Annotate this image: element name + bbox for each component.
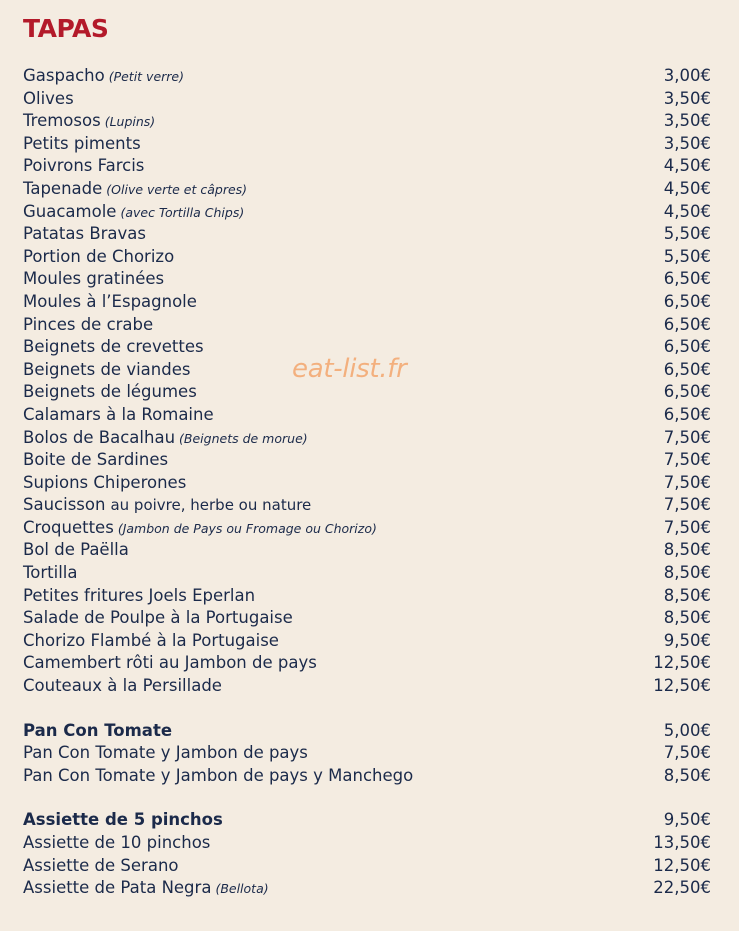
menu-item-name: Beignets de légumes xyxy=(23,382,197,402)
menu-item xyxy=(23,65,711,88)
menu-item-name: Pan Con Tomate y Jambon de pays y Manchego xyxy=(23,765,414,785)
menu-item-left xyxy=(23,877,269,901)
menu-item-left xyxy=(23,155,144,178)
menu-item-name: Moules gratinées xyxy=(23,269,165,289)
watermark: eat-list.fr xyxy=(292,354,407,384)
menu-item xyxy=(23,494,711,517)
menu-item-price: 8,50€ xyxy=(663,540,711,560)
menu-item-price: 8,50€ xyxy=(663,585,711,605)
menu-item-price: 13,50€ xyxy=(653,833,711,852)
menu-item-left xyxy=(23,133,141,156)
menu-item-name: Saucisson xyxy=(23,495,106,515)
menu-item-price: 8,50€ xyxy=(663,563,711,583)
menu-item-left xyxy=(23,336,204,359)
menu-item-price: 6,50€ xyxy=(663,404,711,424)
menu-item xyxy=(23,675,711,698)
menu-item-left xyxy=(23,855,179,878)
menu-item-price: 3,50€ xyxy=(663,133,711,153)
menu-item-name: Boite de Sardines xyxy=(23,450,169,470)
menu-item-left xyxy=(23,381,197,404)
menu-item-name: Patatas Bravas xyxy=(23,224,147,244)
menu-item-left xyxy=(23,449,168,472)
menu-item-left xyxy=(23,404,214,427)
menu-item xyxy=(23,427,711,450)
menu-item-left xyxy=(23,110,155,134)
menu-item-price: 3,50€ xyxy=(663,88,711,108)
menu-item-left xyxy=(23,675,222,698)
menu-item xyxy=(23,720,711,743)
menu-item-price: 6,50€ xyxy=(663,314,711,334)
menu-item xyxy=(23,314,711,337)
menu-item xyxy=(23,381,711,404)
menu-item xyxy=(23,539,711,562)
menu-item-left xyxy=(23,65,184,89)
menu-item-name: Bolos de Bacalhau xyxy=(23,427,176,447)
menu-item-price: 3,00€ xyxy=(663,66,711,85)
menu-item-name: Pinces de crabe xyxy=(23,314,154,334)
menu-item xyxy=(23,359,711,382)
menu-item-note: (Olive verte et câpres) xyxy=(106,181,248,197)
menu-item-left xyxy=(23,246,174,269)
menu-item-price: 4,50€ xyxy=(663,178,711,198)
menu-item-name: Camembert rôti au Jambon de pays xyxy=(23,653,317,673)
menu-item xyxy=(23,652,711,675)
menu-item-name: Calamars à la Romaine xyxy=(23,404,214,424)
menu-item xyxy=(23,155,711,178)
menu-item xyxy=(23,472,711,495)
menu-item-left xyxy=(23,742,308,765)
menu-item-price: 6,50€ xyxy=(663,291,711,311)
menu-item-left xyxy=(23,427,308,451)
menu-item-name: Poivrons Farcis xyxy=(23,156,145,176)
menu-item xyxy=(23,88,711,111)
menu-item-left xyxy=(23,494,311,517)
menu-item-price: 3,50€ xyxy=(663,111,711,131)
menu-item-price: 7,50€ xyxy=(663,743,711,763)
menu-item-name: Portion de Chorizo xyxy=(23,246,175,266)
menu-item-left xyxy=(23,178,247,202)
menu-item-note: (Bellota) xyxy=(215,881,269,897)
menu-item-price: 7,50€ xyxy=(663,517,711,537)
menu-item xyxy=(23,607,711,630)
menu-item-note: (Petit verre) xyxy=(108,69,184,84)
menu-item-price: 12,50€ xyxy=(653,855,711,875)
menu-item-left xyxy=(23,291,197,314)
menu-item xyxy=(23,809,711,832)
menu-item-left xyxy=(23,268,164,291)
menu-item xyxy=(23,110,711,133)
menu-item-note: (Jambon de Pays ou Fromage ou Chorizo) xyxy=(117,520,377,536)
menu-item xyxy=(23,517,711,540)
menu-item xyxy=(23,246,711,269)
menu-item xyxy=(23,133,711,156)
menu-item-left xyxy=(23,223,146,246)
menu-item-name: Couteaux à la Persillade xyxy=(23,676,222,696)
menu-item-left xyxy=(23,607,293,630)
menu-item-name: Tapenade xyxy=(23,178,103,198)
menu-item-price: 4,50€ xyxy=(663,156,711,176)
menu-item-price: 6,50€ xyxy=(663,269,711,289)
menu-item-price: 7,50€ xyxy=(663,472,711,492)
menu-item-left xyxy=(23,832,210,855)
menu-item-left xyxy=(23,720,172,743)
menu-item-name: Olives xyxy=(23,88,74,108)
menu-item-name: Guacamole xyxy=(23,201,117,221)
menu-item-left xyxy=(23,630,279,653)
menu-item-left xyxy=(23,201,244,225)
menu-item xyxy=(23,336,711,359)
menu-item xyxy=(23,742,711,765)
menu-item xyxy=(23,223,711,246)
menu-item-left xyxy=(23,585,255,608)
menu-item-name: Gaspacho xyxy=(23,66,105,85)
menu-item xyxy=(23,855,711,878)
menu-item xyxy=(23,765,711,788)
menu-item-price: 9,50€ xyxy=(663,810,711,830)
menu-item-price: 7,50€ xyxy=(663,495,711,515)
menu-item xyxy=(23,268,711,291)
menu-item xyxy=(23,449,711,472)
menu-item-price: 4,50€ xyxy=(663,201,711,221)
menu-item-name: Pan Con Tomate xyxy=(23,720,173,740)
menu-item-left xyxy=(23,809,223,832)
menu-item xyxy=(23,404,711,427)
section-gap xyxy=(23,787,711,809)
menu-item-name: Petits piments xyxy=(23,133,141,153)
menu-item-left xyxy=(23,765,413,788)
menu-item-price: 5,00€ xyxy=(663,720,711,740)
menu-item-note: au poivre, herbe ou nature xyxy=(110,496,312,515)
menu-item-name: Bol de Paëlla xyxy=(23,540,129,560)
menu-item-left xyxy=(23,539,129,562)
menu-item-left xyxy=(23,652,317,675)
page-title: TAPAS xyxy=(23,14,109,43)
menu-item-note: (Beignets de morue) xyxy=(179,430,308,446)
menu-item-price: 5,50€ xyxy=(663,246,711,266)
menu-item-price: 8,50€ xyxy=(663,608,711,628)
menu-item xyxy=(23,585,711,608)
menu-item-name: Petites fritures Joels Eperlan xyxy=(23,585,256,605)
menu-item-note: (Lupins) xyxy=(104,114,156,130)
menu-item xyxy=(23,562,711,585)
menu-item-name: Assiette de Serano xyxy=(23,855,179,875)
menu-item xyxy=(23,630,711,653)
menu-item-name: Pan Con Tomate y Jambon de pays xyxy=(23,743,308,763)
menu-item-name: Moules à l’Espagnole xyxy=(23,291,197,311)
menu-item-price: 6,50€ xyxy=(663,359,711,379)
menu-item xyxy=(23,291,711,314)
menu-item-name: Croquettes xyxy=(23,517,114,537)
menu-item-note: (avec Tortilla Chips) xyxy=(120,204,245,220)
menu-item-left xyxy=(23,359,190,382)
menu-item-name: Salade de Poulpe à la Portugaise xyxy=(23,608,293,628)
menu-item-name: Beignets de crevettes xyxy=(23,337,204,357)
menu-item-name: Chorizo Flambé à la Portugaise xyxy=(23,630,279,650)
menu-item-left xyxy=(23,562,78,585)
menu-item-price: 7,50€ xyxy=(663,450,711,470)
section-gap xyxy=(23,698,711,720)
menu-item-left xyxy=(23,88,74,111)
menu-item-price: 12,50€ xyxy=(653,653,711,673)
menu-item-price: 6,50€ xyxy=(663,382,711,402)
menu-item-name: Assiette de 5 pinchos xyxy=(23,810,223,830)
tapas-menu xyxy=(23,65,711,900)
menu-item-left xyxy=(23,314,153,337)
menu-item-name: Tortilla xyxy=(23,563,78,583)
menu-item-left xyxy=(23,517,377,541)
menu-item-name: Assiette de 10 pinchos xyxy=(23,833,211,852)
menu-item-price: 22,50€ xyxy=(653,878,711,898)
menu-item xyxy=(23,201,711,224)
menu-item-name: Assiette de Pata Negra xyxy=(23,878,212,898)
menu-item-price: 9,50€ xyxy=(663,630,711,650)
menu-item-price: 12,50€ xyxy=(653,676,711,696)
menu-item-name: Tremosos xyxy=(23,111,101,131)
menu-item-name: Supions Chiperones xyxy=(23,472,187,492)
menu-item-left xyxy=(23,472,186,495)
menu-item xyxy=(23,178,711,201)
menu-item xyxy=(23,877,711,900)
menu-item-price: 6,50€ xyxy=(663,337,711,357)
menu-item xyxy=(23,832,711,855)
menu-item-price: 5,50€ xyxy=(663,224,711,244)
menu-item-price: 8,50€ xyxy=(663,765,711,785)
menu-item-name: Beignets de viandes xyxy=(23,359,191,379)
menu-item-price: 7,50€ xyxy=(663,427,711,447)
